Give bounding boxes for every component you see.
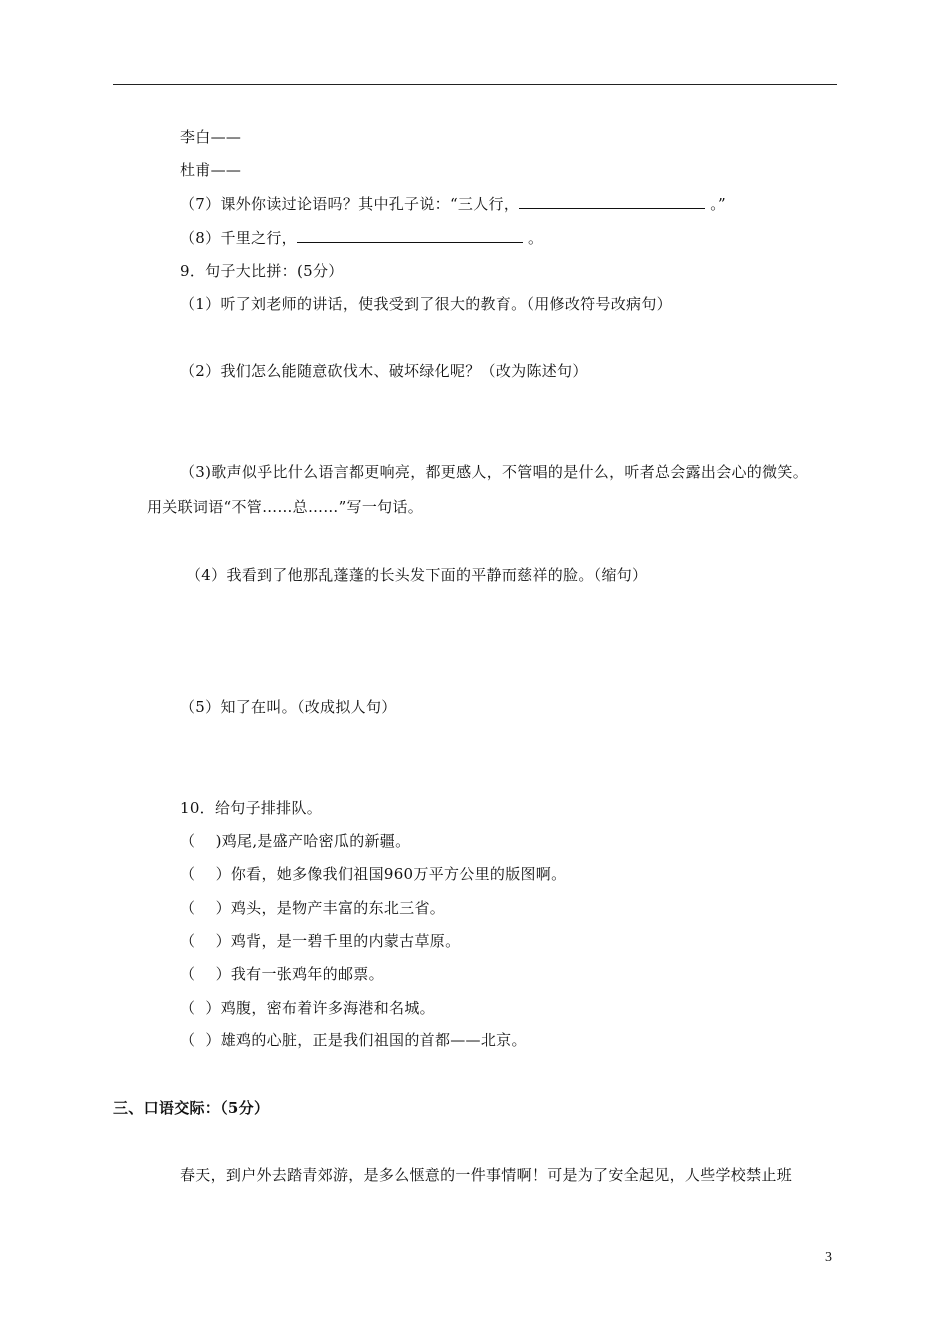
page-number: 3 — [825, 1250, 832, 1265]
question-7-suffix: 。” — [705, 195, 726, 213]
section-3-paragraph: 春天，到户外去踏青郊游，是多么惬意的一件事情啊！可是为了安全起见，人些学校禁止班 — [180, 1166, 793, 1184]
order-item: （ )鸡尾,是盛产哈密瓜的新疆。 — [180, 832, 411, 850]
question-7-prefix: （7）课外你读过论语吗？其中孔子说：“三人行， — [180, 195, 520, 213]
question-8 — [180, 227, 543, 249]
question-8-blank[interactable] — [297, 227, 523, 243]
section-3-title: 三、口语交际：（5分） — [113, 1099, 270, 1117]
question-9-5: （5）知了在叫。（改成拟人句） — [180, 698, 397, 716]
poet-li-line: 李白—— — [180, 128, 242, 146]
question-9-4: （4）我看到了他那乱蓬蓬的长头发下面的平静而慈祥的脸。（缩句） — [186, 566, 648, 584]
question-9-title: 9．句子大比拼：(5分） — [180, 262, 344, 280]
question-9-3-line1: （3)歌声似乎比什么语言都更响亮，都更感人，不管唱的是什么，听者总会露出会心的微笑。 — [180, 463, 808, 481]
question-7-blank[interactable] — [519, 193, 705, 209]
question-10-title: 10．给句子排排队。 — [180, 799, 323, 817]
header-rule — [113, 84, 837, 85]
question-8-prefix: （8）千里之行， — [180, 229, 297, 247]
question-9-2: （2）我们怎么能随意砍伐木、破坏绿化呢？（改为陈述句） — [180, 362, 588, 380]
question-9-1: （1）听了刘老师的讲话，使我受到了很大的教育。（用修改符号改病句） — [180, 295, 672, 313]
order-item: （ ）你看，她多像我们祖国960万平方公里的版图啊。 — [180, 865, 567, 883]
order-item: （ ）鸡腹，密布着许多海港和名城。 — [180, 999, 435, 1017]
question-8-suffix: 。 — [522, 229, 544, 247]
order-item: （ ）鸡头，是物产丰富的东北三省。 — [180, 899, 446, 917]
question-9-3-line2: 用关联词语“不管……总……”写一句话。 — [147, 498, 424, 516]
order-item: （ ）我有一张鸡年的邮票。 — [180, 965, 384, 983]
order-item: （ ）鸡背，是一碧千里的内蒙古草原。 — [180, 932, 461, 950]
order-item: （ ）雄鸡的心脏，正是我们祖国的首都——北京。 — [180, 1031, 527, 1049]
question-7 — [180, 193, 726, 215]
poet-du-line: 杜甫—— — [180, 161, 242, 179]
